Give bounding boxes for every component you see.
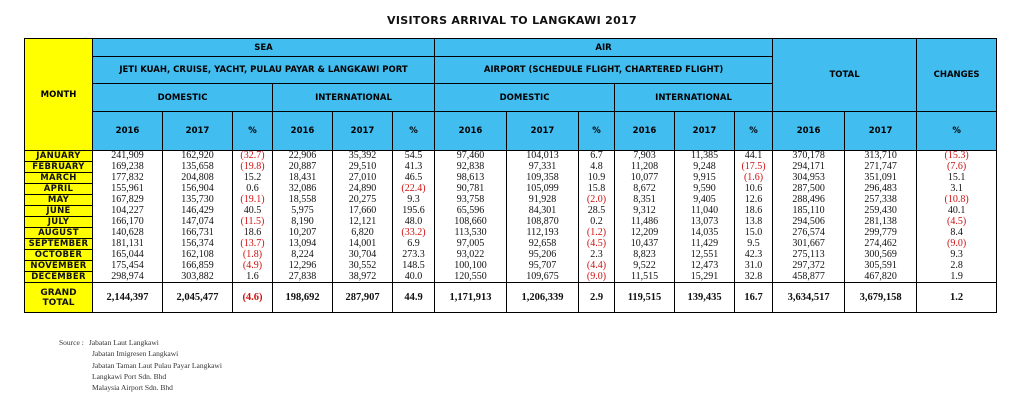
source-item: Langkawi Port Sdn. Bhd	[92, 371, 167, 381]
air-int-2017-cell: 15,291	[675, 272, 735, 283]
grand-air-int-2016-cell: 119,515	[615, 283, 675, 313]
air-int-pct-cell: 31.0	[735, 261, 773, 272]
month-header: MONTH	[25, 39, 93, 151]
air-int-2017-cell: 9,248	[675, 162, 735, 173]
air-dom-2016-cell: 65,596	[435, 206, 507, 217]
month-cell: DECEMBER	[25, 272, 93, 283]
sea-int-2017-cell: 14,001	[333, 239, 393, 250]
grand-air-dom-2016-cell: 1,171,913	[435, 283, 507, 313]
sea-dom-pct-cell: 1.6	[233, 272, 273, 283]
air-int-2017-cell: 13,073	[675, 217, 735, 228]
sea-dom-2016-cell: 166,170	[93, 217, 163, 228]
grand-air-int-2017-cell: 139,435	[675, 283, 735, 313]
sources-note	[59, 337, 222, 393]
sea-dom-2017-cell: 303,882	[163, 272, 233, 283]
total-2017-cell: 351,091	[845, 173, 917, 184]
total-2016-cell: 185,110	[773, 206, 845, 217]
sea-int-2016-cell: 32,086	[273, 184, 333, 195]
sea-dom-2017-cell: 146,429	[163, 206, 233, 217]
sea-int-2016-cell: 13,094	[273, 239, 333, 250]
sea-dom-pct-cell: 40.5	[233, 206, 273, 217]
air-int-pct-cell: 9.5	[735, 239, 773, 250]
sea-int-pct-cell: 6.9	[393, 239, 435, 250]
sea-header: SEA	[93, 39, 435, 57]
table-row	[25, 228, 997, 239]
changes-pct-cell: (9.0)	[917, 239, 997, 250]
sea-int-pct-cell: 54.5	[393, 151, 435, 162]
air-int-2017-cell: 9,590	[675, 184, 735, 195]
sea-int-2017-cell: 17,660	[333, 206, 393, 217]
air-dom-2017-cell: 97,331	[507, 162, 579, 173]
total-2017-cell: 296,483	[845, 184, 917, 195]
sea-int-pct-cell: 48.0	[393, 217, 435, 228]
air-dom-2017-cell: 109,358	[507, 173, 579, 184]
year-header: 2016	[93, 112, 163, 151]
grand-air-dom-pct-cell: 2.9	[579, 283, 615, 313]
sea-dom-2017-cell: 135,658	[163, 162, 233, 173]
grand-total-2017-cell: 3,679,158	[845, 283, 917, 313]
total-2016-cell: 294,171	[773, 162, 845, 173]
sea-int-2017-cell: 35,392	[333, 151, 393, 162]
sea-int-2017-cell: 24,890	[333, 184, 393, 195]
changes-pct-cell: 40.1	[917, 206, 997, 217]
air-subheader: AIRPORT (SCHEDULE FLIGHT, CHARTERED FLIGHT)	[435, 57, 773, 84]
source-item: Jabatan Laut Langkawi	[88, 338, 159, 347]
sea-dom-2016-cell: 241,909	[93, 151, 163, 162]
total-2017-cell: 281,138	[845, 217, 917, 228]
changes-pct-cell: 15.1	[917, 173, 997, 184]
source-item: Jabatan Imigresen Langkawi	[92, 349, 179, 359]
grand-changes-pct-cell: 1.2	[917, 283, 997, 313]
air-dom-2017-cell: 112,193	[507, 228, 579, 239]
total-2016-cell: 304,953	[773, 173, 845, 184]
sea-int-pct-cell: (33.2)	[393, 228, 435, 239]
air-dom-2016-cell: 108,660	[435, 217, 507, 228]
air-int-pct-cell: 13.8	[735, 217, 773, 228]
changes-pct-cell: (7.6)	[917, 162, 997, 173]
air-int-pct-cell: (1.6)	[735, 173, 773, 184]
table-row	[25, 162, 997, 173]
air-int-2017-cell: 9,405	[675, 195, 735, 206]
air-int-2016-cell: 11,208	[615, 162, 675, 173]
total-2016-cell: 294,506	[773, 217, 845, 228]
air-int-2017-cell: 9,915	[675, 173, 735, 184]
month-cell: MARCH	[25, 173, 93, 184]
year-header: 2017	[507, 112, 579, 151]
grand-sea-dom-2017-cell: 2,045,477	[163, 283, 233, 313]
total-2016-cell: 287,500	[773, 184, 845, 195]
air-dom-2017-cell: 95,206	[507, 250, 579, 261]
sea-dom-2016-cell: 175,454	[93, 261, 163, 272]
air-int-2016-cell: 11,486	[615, 217, 675, 228]
sea-dom-2016-cell: 177,832	[93, 173, 163, 184]
grand-total-row	[25, 283, 997, 313]
month-cell: FEBRUARY	[25, 162, 93, 173]
sea-dom-2017-cell: 166,731	[163, 228, 233, 239]
sea-subheader: JETI KUAH, CRUISE, YACHT, PULAU PAYAR & LANGKAWI PORT	[93, 57, 435, 84]
month-cell: AUGUST	[25, 228, 93, 239]
air-dom-2016-cell: 93,022	[435, 250, 507, 261]
air-dom-2017-cell: 95,707	[507, 261, 579, 272]
source-line	[59, 348, 222, 359]
visitors-table	[24, 38, 997, 313]
grand-air-int-pct-cell: 16.7	[735, 283, 773, 313]
month-cell: MAY	[25, 195, 93, 206]
sea-int-pct-cell: 148.5	[393, 261, 435, 272]
air-dom-2017-cell: 105,099	[507, 184, 579, 195]
air-dom-pct-cell: (4.5)	[579, 239, 615, 250]
grand-sea-dom-2016-cell: 2,144,397	[93, 283, 163, 313]
sea-int-pct-cell: 40.0	[393, 272, 435, 283]
table-row	[25, 151, 997, 162]
air-int-pct-cell: 42.3	[735, 250, 773, 261]
air-domestic-header: DOMESTIC	[435, 84, 615, 112]
grand-total-2016-cell: 3,634,517	[773, 283, 845, 313]
air-dom-2017-cell: 108,870	[507, 217, 579, 228]
total-2017-cell: 274,462	[845, 239, 917, 250]
air-dom-2016-cell: 98,613	[435, 173, 507, 184]
sea-int-2017-cell: 12,121	[333, 217, 393, 228]
table-row	[25, 195, 997, 206]
sea-dom-2017-cell: 156,904	[163, 184, 233, 195]
sea-dom-2017-cell: 204,808	[163, 173, 233, 184]
air-dom-2016-cell: 100,100	[435, 261, 507, 272]
sea-international-header: INTERNATIONAL	[273, 84, 435, 112]
air-int-2016-cell: 8,823	[615, 250, 675, 261]
air-int-2016-cell: 10,077	[615, 173, 675, 184]
air-dom-pct-cell: (1.2)	[579, 228, 615, 239]
air-int-pct-cell: 18.6	[735, 206, 773, 217]
sea-dom-2016-cell: 298,974	[93, 272, 163, 283]
grand-total-label	[25, 283, 93, 313]
sea-int-2017-cell: 20,275	[333, 195, 393, 206]
percent-header: %	[735, 112, 773, 151]
total-2016-cell: 370,178	[773, 151, 845, 162]
sea-int-2016-cell: 22,906	[273, 151, 333, 162]
air-dom-2017-cell: 104,013	[507, 151, 579, 162]
total-2017-cell: 300,569	[845, 250, 917, 261]
changes-pct-cell: 8.4	[917, 228, 997, 239]
air-dom-pct-cell: 0.2	[579, 217, 615, 228]
air-dom-2016-cell: 92,838	[435, 162, 507, 173]
sea-int-2017-cell: 38,972	[333, 272, 393, 283]
table-row	[25, 250, 997, 261]
total-2017-cell: 305,591	[845, 261, 917, 272]
air-int-2017-cell: 11,385	[675, 151, 735, 162]
month-cell: SEPTEMBER	[25, 239, 93, 250]
air-dom-pct-cell: 15.8	[579, 184, 615, 195]
sea-dom-pct-cell: (19.1)	[233, 195, 273, 206]
air-dom-2016-cell: 90,781	[435, 184, 507, 195]
air-int-pct-cell: 15.0	[735, 228, 773, 239]
sea-dom-2017-cell: 162,920	[163, 151, 233, 162]
sea-int-2017-cell: 27,010	[333, 173, 393, 184]
sea-int-2016-cell: 5,975	[273, 206, 333, 217]
air-dom-2017-cell: 109,675	[507, 272, 579, 283]
air-int-2016-cell: 11,515	[615, 272, 675, 283]
year-header: 2016	[435, 112, 507, 151]
air-dom-2017-cell: 84,301	[507, 206, 579, 217]
sea-dom-pct-cell: (19.8)	[233, 162, 273, 173]
total-2016-cell: 288,496	[773, 195, 845, 206]
sea-int-2016-cell: 10,207	[273, 228, 333, 239]
month-cell: JANUARY	[25, 151, 93, 162]
total-2017-cell: 299,779	[845, 228, 917, 239]
year-header: 2017	[845, 112, 917, 151]
table-row	[25, 173, 997, 184]
air-dom-pct-cell: (9.0)	[579, 272, 615, 283]
sea-dom-2017-cell: 162,108	[163, 250, 233, 261]
air-int-2017-cell: 12,473	[675, 261, 735, 272]
sea-dom-pct-cell: 0.6	[233, 184, 273, 195]
year-header: 2017	[675, 112, 735, 151]
sea-int-pct-cell: 195.6	[393, 206, 435, 217]
air-int-2016-cell: 9,522	[615, 261, 675, 272]
month-cell: OCTOBER	[25, 250, 93, 261]
month-cell: APRIL	[25, 184, 93, 195]
total-2017-cell: 271,747	[845, 162, 917, 173]
sea-int-2017-cell: 30,704	[333, 250, 393, 261]
air-int-2016-cell: 12,209	[615, 228, 675, 239]
air-dom-2016-cell: 93,758	[435, 195, 507, 206]
sea-int-2016-cell: 8,190	[273, 217, 333, 228]
total-header: TOTAL	[773, 39, 917, 112]
grand-label-line: TOTAL	[42, 297, 75, 308]
air-int-2017-cell: 11,429	[675, 239, 735, 250]
sea-int-2016-cell: 18,431	[273, 173, 333, 184]
changes-pct-cell: (15.3)	[917, 151, 997, 162]
table-row	[25, 239, 997, 250]
air-dom-pct-cell: 28.5	[579, 206, 615, 217]
air-int-pct-cell: 12.6	[735, 195, 773, 206]
air-int-2017-cell: 14,035	[675, 228, 735, 239]
grand-label-line: GRAND	[40, 287, 77, 298]
sea-dom-2016-cell: 169,238	[93, 162, 163, 173]
air-int-2017-cell: 11,040	[675, 206, 735, 217]
table-row	[25, 261, 997, 272]
table-row	[25, 206, 997, 217]
sea-dom-2016-cell: 155,961	[93, 184, 163, 195]
grand-sea-int-pct-cell: 44.9	[393, 283, 435, 313]
sea-dom-pct-cell: (4.9)	[233, 261, 273, 272]
sea-int-2016-cell: 18,558	[273, 195, 333, 206]
air-int-2016-cell: 9,312	[615, 206, 675, 217]
sea-int-pct-cell: 41.3	[393, 162, 435, 173]
air-dom-2017-cell: 92,658	[507, 239, 579, 250]
air-dom-pct-cell: (4.4)	[579, 261, 615, 272]
air-dom-2016-cell: 113,530	[435, 228, 507, 239]
air-dom-pct-cell: 4.8	[579, 162, 615, 173]
air-dom-pct-cell: 2.3	[579, 250, 615, 261]
air-int-2016-cell: 8,351	[615, 195, 675, 206]
total-2016-cell: 297,372	[773, 261, 845, 272]
sea-int-2016-cell: 8,224	[273, 250, 333, 261]
sea-dom-pct-cell: (13.7)	[233, 239, 273, 250]
air-int-pct-cell: 44.1	[735, 151, 773, 162]
air-int-pct-cell: 10.6	[735, 184, 773, 195]
percent-header: %	[233, 112, 273, 151]
table-body	[25, 151, 997, 313]
sea-dom-2017-cell: 166,859	[163, 261, 233, 272]
sea-int-pct-cell: 273.3	[393, 250, 435, 261]
source-line	[59, 371, 222, 382]
page-title: VISITORS ARRIVAL TO LANGKAWI 2017	[387, 14, 637, 27]
total-2017-cell: 257,338	[845, 195, 917, 206]
total-2017-cell: 259,430	[845, 206, 917, 217]
sea-int-pct-cell: 46.5	[393, 173, 435, 184]
air-header: AIR	[435, 39, 773, 57]
percent-header: %	[917, 112, 997, 151]
sea-int-2016-cell: 12,296	[273, 261, 333, 272]
grand-sea-int-2017-cell: 287,907	[333, 283, 393, 313]
changes-header: CHANGES	[917, 39, 997, 112]
table-row	[25, 184, 997, 195]
month-cell: JUNE	[25, 206, 93, 217]
changes-pct-cell: 3.1	[917, 184, 997, 195]
year-header: 2016	[273, 112, 333, 151]
changes-pct-cell: (4.5)	[917, 217, 997, 228]
grand-sea-int-2016-cell: 198,692	[273, 283, 333, 313]
air-dom-2017-cell: 91,928	[507, 195, 579, 206]
source-item: Malaysia Airport Sdn. Bhd	[92, 383, 173, 393]
changes-pct-cell: 1.9	[917, 272, 997, 283]
sea-dom-2017-cell: 156,374	[163, 239, 233, 250]
air-int-2017-cell: 12,551	[675, 250, 735, 261]
sea-int-pct-cell: (22.4)	[393, 184, 435, 195]
sea-int-2017-cell: 6,820	[333, 228, 393, 239]
sea-int-2017-cell: 29,510	[333, 162, 393, 173]
total-2017-cell: 313,710	[845, 151, 917, 162]
air-dom-2016-cell: 120,550	[435, 272, 507, 283]
sea-dom-pct-cell: (11.5)	[233, 217, 273, 228]
sea-domestic-header: DOMESTIC	[93, 84, 273, 112]
year-header: 2016	[773, 112, 845, 151]
changes-pct-cell: 2.8	[917, 261, 997, 272]
sea-dom-2016-cell: 165,044	[93, 250, 163, 261]
month-cell: JULY	[25, 217, 93, 228]
air-dom-2016-cell: 97,005	[435, 239, 507, 250]
air-int-pct-cell: 32.8	[735, 272, 773, 283]
source-item: Jabatan Taman Laut Pulau Payar Langkawi	[92, 360, 222, 370]
total-2016-cell: 275,113	[773, 250, 845, 261]
air-international-header: INTERNATIONAL	[615, 84, 773, 112]
sea-dom-2017-cell: 147,074	[163, 217, 233, 228]
percent-header: %	[579, 112, 615, 151]
air-dom-pct-cell: 10.9	[579, 173, 615, 184]
sea-dom-2016-cell: 140,628	[93, 228, 163, 239]
total-2016-cell: 276,574	[773, 228, 845, 239]
source-line	[59, 382, 222, 393]
air-dom-pct-cell: (2.0)	[579, 195, 615, 206]
sea-dom-pct-cell: 15.2	[233, 173, 273, 184]
sea-dom-pct-cell: (32.7)	[233, 151, 273, 162]
year-header: 2017	[163, 112, 233, 151]
table-row	[25, 217, 997, 228]
air-int-pct-cell: (17.5)	[735, 162, 773, 173]
sea-dom-pct-cell: 18.6	[233, 228, 273, 239]
air-int-2016-cell: 8,672	[615, 184, 675, 195]
sea-dom-2017-cell: 135,730	[163, 195, 233, 206]
table-row	[25, 272, 997, 283]
year-header: 2017	[333, 112, 393, 151]
changes-pct-cell: 9.3	[917, 250, 997, 261]
total-2016-cell: 301,667	[773, 239, 845, 250]
total-2016-cell: 458,877	[773, 272, 845, 283]
month-cell: NOVEMBER	[25, 261, 93, 272]
changes-pct-cell: (10.8)	[917, 195, 997, 206]
source-line	[59, 337, 222, 348]
source-label: Source :	[59, 338, 84, 347]
sea-int-pct-cell: 9.3	[393, 195, 435, 206]
year-header: 2016	[615, 112, 675, 151]
sea-int-2017-cell: 30,552	[333, 261, 393, 272]
sea-int-2016-cell: 27,838	[273, 272, 333, 283]
sea-dom-2016-cell: 167,829	[93, 195, 163, 206]
grand-air-dom-2017-cell: 1,206,339	[507, 283, 579, 313]
total-2017-cell: 467,820	[845, 272, 917, 283]
sea-dom-pct-cell: (1.8)	[233, 250, 273, 261]
air-int-2016-cell: 7,903	[615, 151, 675, 162]
source-line	[59, 360, 222, 371]
sea-dom-2016-cell: 181,131	[93, 239, 163, 250]
air-int-2016-cell: 10,437	[615, 239, 675, 250]
air-dom-2016-cell: 97,460	[435, 151, 507, 162]
air-dom-pct-cell: 6.7	[579, 151, 615, 162]
grand-sea-dom-pct-cell: (4.6)	[233, 283, 273, 313]
percent-header: %	[393, 112, 435, 151]
sea-dom-2016-cell: 104,227	[93, 206, 163, 217]
sea-int-2016-cell: 20,887	[273, 162, 333, 173]
